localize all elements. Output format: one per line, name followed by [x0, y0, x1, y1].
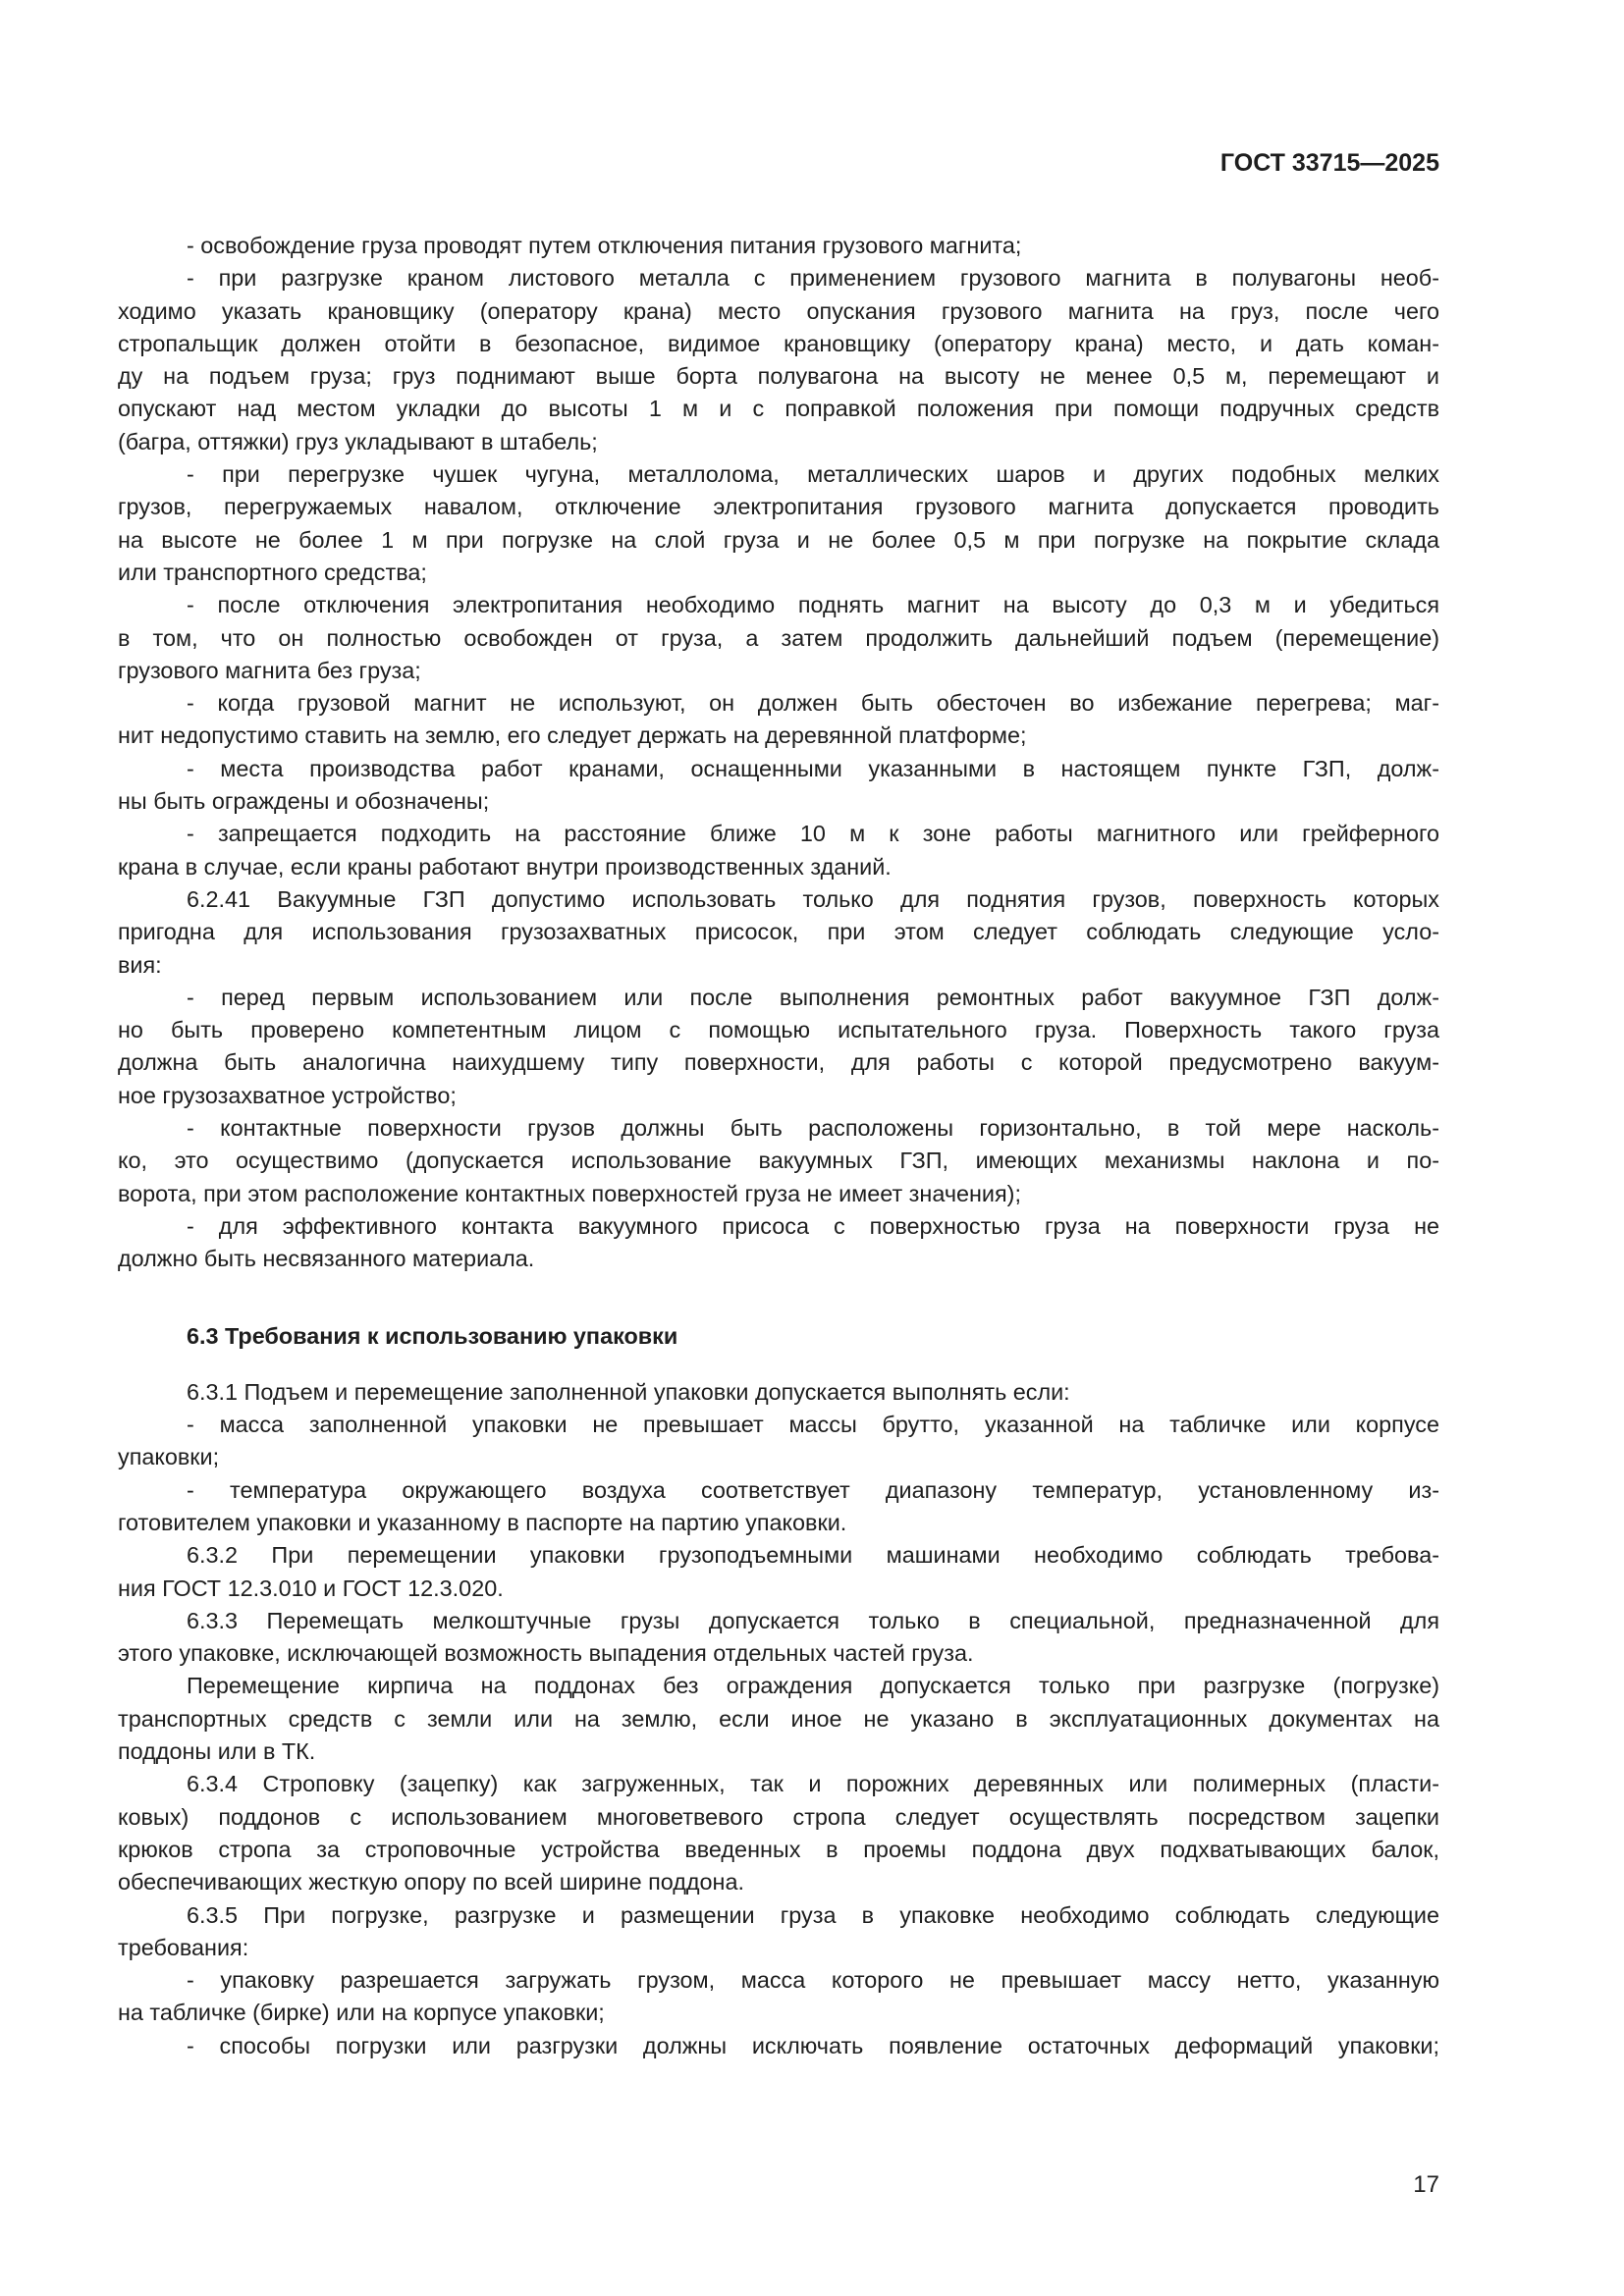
text-line: крана в случае, если краны работают внутри производственных зданий.: [118, 853, 892, 880]
paragraph: [118, 1112, 1439, 1210]
text-line: на высоте не более 1 м при погрузке на слой груза и не более 0,5 м при погрузке на покрытие склада: [118, 526, 1439, 553]
text-line: - масса заполненной упаковки не превышает массы брутто, указанной на табличке или корпусе: [187, 1412, 1439, 1438]
text-line: должна быть аналогична наихудшему типу поверхности, для работы с которой предусмотрено вакуум-: [118, 1049, 1439, 1076]
text-line: ко, это осуществимо (допускается использование вакуумных ГЗП, имеющих механизмы наклона и по-: [118, 1148, 1439, 1174]
text-line: грузового магнита без груза;: [118, 657, 421, 683]
paragraph: [118, 818, 1439, 883]
text-line: - температура окружающего воздуха соответствует диапазону температур, установленному из-: [187, 1476, 1439, 1503]
text-line: нит недопустимо ставить на землю, его следует держать на деревянной платформе;: [118, 722, 1027, 749]
paragraph: [118, 687, 1439, 753]
paragraph: [118, 1210, 1439, 1276]
text-line: грузов, перегружаемых навалом, отключение электропитания грузового магнита допускается проводить: [118, 494, 1439, 520]
text-line: (багра, оттяжки) груз укладывают в штабель;: [118, 428, 598, 454]
text-line: - контактные поверхности грузов должны быть расположены горизонтально, в той мере насколь-: [187, 1115, 1439, 1142]
text-line: требования:: [118, 1934, 249, 1960]
paragraph: [118, 1376, 1439, 1409]
paragraph: [118, 1539, 1439, 1605]
text-line: на табличке (бирке) или на корпусе упаковки;: [118, 2000, 605, 2026]
text-line: 6.3.1 Подъем и перемещение заполненной упаковки допускается выполнять если:: [187, 1378, 1070, 1405]
text-line: пригодна для использования грузозахватных присосок, при этом следует соблюдать следующие усло-: [118, 919, 1439, 945]
document-body: [118, 230, 1439, 2062]
text-line: транспортных средств с земли или на землю, если иное не указано в эксплуатационных документах на: [118, 1705, 1439, 1732]
paragraph: [118, 1768, 1439, 1898]
text-line: - запрещается подходить на расстояние ближе 10 м к зоне работы магнитного или грейферного: [187, 821, 1439, 847]
text-line: - для эффективного контакта вакуумного присоса с поверхностью груза на поверхности груза не: [187, 1212, 1439, 1239]
text-line: поддоны или в ТК.: [118, 1738, 316, 1765]
text-line: ны быть ограждены и обозначены;: [118, 788, 490, 815]
text-line: - освобождение груза проводят путем отключения питания грузового магнита;: [187, 233, 1022, 258]
paragraph: [118, 1964, 1439, 2030]
text-line: ное грузозахватное устройство;: [118, 1082, 457, 1108]
text-line: стропальщик должен отойти в безопасное, видимое крановщику (оператору крана) место, и дать коман-: [118, 330, 1439, 356]
text-line: ду на подъем груза; груз поднимают выше борта полувагона на высоту не менее 0,5 м, перемещают и: [118, 363, 1439, 390]
text-line: 6.3.5 При погрузке, разгрузке и размещении груза в упаковке необходимо соблюдать следующие: [187, 1901, 1439, 1928]
text-line: 6.3.4 Строповку (зацепку) как загруженных, так и порожних деревянных или полимерных (пласти-: [187, 1771, 1439, 1797]
text-line: готовителем упаковки и указанному в паспорте на партию упаковки.: [118, 1509, 847, 1535]
text-line: упаковки;: [118, 1444, 220, 1470]
section-heading: 6.3 Требования к использованию упаковки: [187, 1322, 678, 1349]
text-line: Перемещение кирпича на поддонах без ограждения допускается только при разгрузке (погрузке): [187, 1673, 1439, 1699]
text-line: - когда грузовой магнит не используют, он должен быть обесточен во избежание перегрева; маг-: [187, 690, 1439, 717]
paragraph: [118, 982, 1439, 1112]
text-line: 6.3.3 Перемещать мелкоштучные грузы допускается только в специальной, предназначенной для: [187, 1607, 1439, 1633]
text-line: 6.2.41 Вакуумные ГЗП допустимо использовать только для поднятия грузов, поверхность которых: [187, 885, 1439, 912]
text-line: обеспечивающих жесткую опору по всей ширине поддона.: [118, 1869, 744, 1896]
paragraph: [118, 1474, 1439, 1540]
text-line: - перед первым использованием или после выполнения ремонтных работ вакуумное ГЗП долж-: [187, 984, 1439, 1010]
paragraph: [118, 1605, 1439, 1671]
text-line: 6.3.2 При перемещении упаковки грузоподъемными машинами необходимо соблюдать требова-: [187, 1542, 1439, 1569]
paragraph: [118, 230, 1439, 262]
text-line: в том, что он полностью освобожден от груза, а затем продолжить дальнейший подъем (перемещение): [118, 624, 1439, 651]
paragraph: [118, 1670, 1439, 1768]
paragraph: [118, 883, 1439, 982]
text-line: - после отключения электропитания необходимо поднять магнит на высоту до 0,3 м и убедиться: [187, 592, 1439, 618]
text-line: ходимо указать крановщику (оператору крана) место опускания грузового магнита на груз, после чего: [118, 297, 1439, 324]
text-line: - места производства работ кранами, оснащенными указанными в настоящем пункте ГЗП, долж-: [187, 755, 1439, 781]
text-line: или транспортного средства;: [118, 559, 427, 585]
text-line: - упаковку разрешается загружать грузом, масса которого не превышает массу нетто, указанную: [187, 1967, 1439, 1994]
page-number: 17: [1413, 2171, 1439, 2198]
text-line: - способы погрузки или разгрузки должны исключать появление остаточных деформаций упаковки;: [187, 2032, 1439, 2058]
text-line: опускают над местом укладки до высоты 1 м и с поправкой положения при помощи подручных средств: [118, 396, 1439, 422]
text-line: этого упаковке, исключающей возможность выпадения отдельных частей груза.: [118, 1640, 974, 1667]
paragraph: [118, 1409, 1439, 1474]
text-line: ворота, при этом расположение контактных поверхностей груза не имеет значения);: [118, 1180, 1021, 1206]
text-line: - при разгрузке краном листового металла с применением грузового магнита в полувагоны необ-: [187, 265, 1439, 292]
paragraph: [118, 1899, 1439, 1965]
paragraph: [118, 589, 1439, 687]
paragraph: [118, 458, 1439, 589]
paragraph: [118, 2030, 1439, 2062]
text-line: вия:: [118, 951, 162, 978]
paragraph: [118, 262, 1439, 458]
paragraph: [118, 753, 1439, 819]
text-line: - при перегрузке чушек чугуна, металлолома, металлических шаров и других подобных мелких: [187, 461, 1439, 488]
text-line: но быть проверено компетентным лицом с помощью испытательного груза. Поверхность такого груза: [118, 1017, 1439, 1043]
text-line: ния ГОСТ 12.3.010 и ГОСТ 12.3.020.: [118, 1575, 504, 1601]
text-line: должно быть несвязанного материала.: [118, 1246, 535, 1272]
text-line: ковых) поддонов с использованием многоветвевого стропа следует осуществлять посредством зацепки: [118, 1803, 1439, 1830]
document-designation: ГОСТ 33715—2025: [1219, 149, 1439, 177]
text-line: крюков стропа за строповочные устройства введенных в проемы поддона двух подхватывающих балок,: [118, 1836, 1439, 1862]
